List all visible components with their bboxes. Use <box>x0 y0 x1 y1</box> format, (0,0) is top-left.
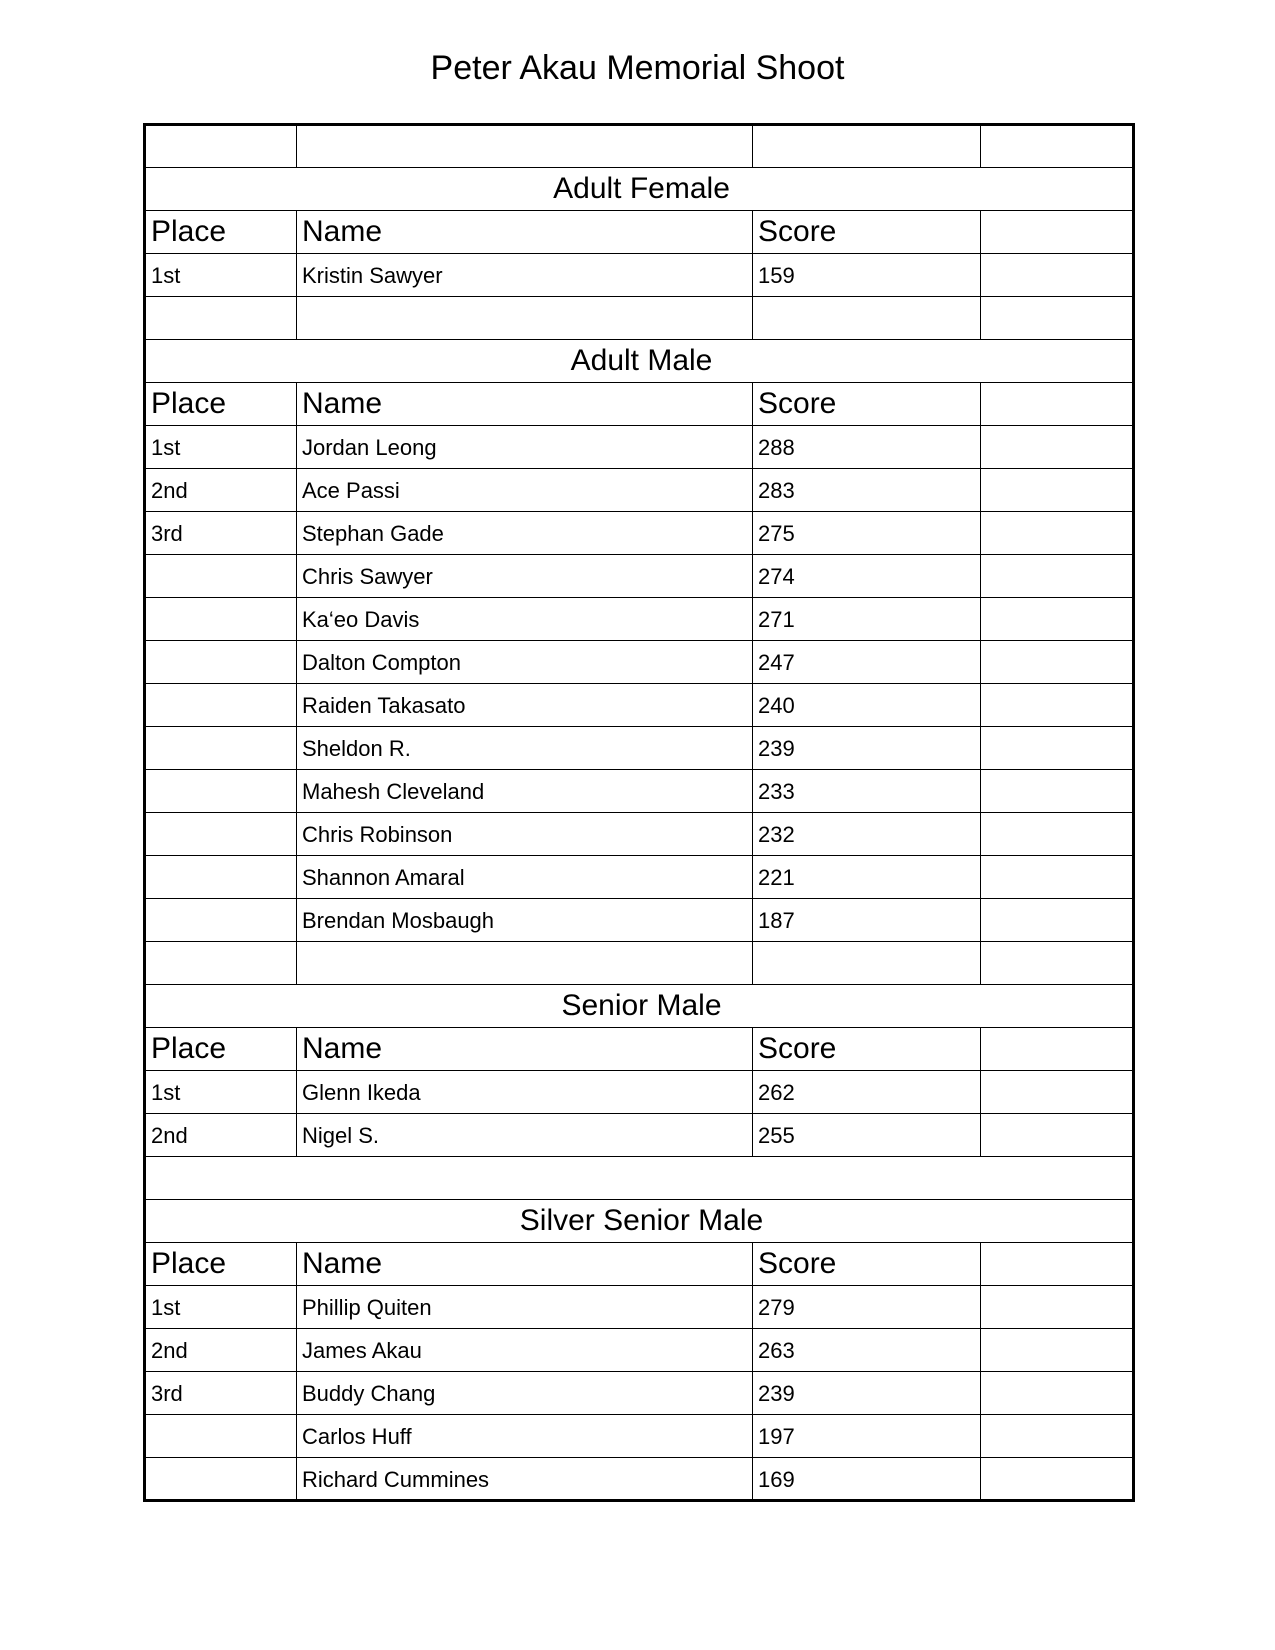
score-header: Score <box>753 211 981 254</box>
section-title-row <box>145 985 1134 1028</box>
column-header-row <box>145 1243 1134 1286</box>
empty-cell <box>981 512 1134 555</box>
place-cell: 1st <box>145 1071 297 1114</box>
empty-cell <box>981 727 1134 770</box>
results-table <box>143 123 1135 1502</box>
empty-cell <box>981 598 1134 641</box>
name-header: Name <box>297 1028 753 1071</box>
empty-cell <box>981 641 1134 684</box>
empty-cell <box>981 1028 1134 1071</box>
empty-cell <box>981 1372 1134 1415</box>
empty-cell <box>981 1286 1134 1329</box>
place-cell <box>145 1415 297 1458</box>
score-cell: 239 <box>753 1372 981 1415</box>
empty-cell <box>981 383 1134 426</box>
name-cell: Raiden Takasato <box>297 684 753 727</box>
name-cell: Sheldon R. <box>297 727 753 770</box>
result-row <box>145 770 1134 813</box>
name-cell: Kristin Sawyer <box>297 254 753 297</box>
score-cell: 187 <box>753 899 981 942</box>
score-header: Score <box>753 383 981 426</box>
score-header: Score <box>753 1243 981 1286</box>
result-row <box>145 684 1134 727</box>
name-cell: Richard Cummines <box>297 1458 753 1501</box>
place-header: Place <box>145 1243 297 1286</box>
place-header: Place <box>145 1028 297 1071</box>
score-cell: 233 <box>753 770 981 813</box>
name-cell: Mahesh Cleveland <box>297 770 753 813</box>
empty-row <box>145 125 1134 168</box>
name-cell: Chris Robinson <box>297 813 753 856</box>
name-cell: Ace Passi <box>297 469 753 512</box>
score-cell: 239 <box>753 727 981 770</box>
score-cell: 255 <box>753 1114 981 1157</box>
place-cell: 2nd <box>145 1329 297 1372</box>
empty-cell <box>981 254 1134 297</box>
result-row <box>145 813 1134 856</box>
score-header: Score <box>753 1028 981 1071</box>
place-cell <box>145 641 297 684</box>
empty-cell <box>981 684 1134 727</box>
name-cell: Stephan Gade <box>297 512 753 555</box>
result-row <box>145 641 1134 684</box>
column-header-row <box>145 1028 1134 1071</box>
score-cell: 159 <box>753 254 981 297</box>
score-cell: 288 <box>753 426 981 469</box>
empty-cell <box>981 469 1134 512</box>
score-cell: 240 <box>753 684 981 727</box>
section-title-row <box>145 168 1134 211</box>
score-cell: 283 <box>753 469 981 512</box>
name-cell: Brendan Mosbaugh <box>297 899 753 942</box>
place-cell: 2nd <box>145 1114 297 1157</box>
place-cell <box>145 770 297 813</box>
empty-cell <box>981 211 1134 254</box>
place-cell: 3rd <box>145 1372 297 1415</box>
place-cell <box>145 555 297 598</box>
empty-cell <box>981 1329 1134 1372</box>
result-row <box>145 555 1134 598</box>
score-cell: 263 <box>753 1329 981 1372</box>
name-cell: Buddy Chang <box>297 1372 753 1415</box>
result-row <box>145 1458 1134 1501</box>
empty-cell <box>981 1243 1134 1286</box>
section-title-row <box>145 1200 1134 1243</box>
name-cell: Shannon Amaral <box>297 856 753 899</box>
result-row <box>145 727 1134 770</box>
place-cell <box>145 598 297 641</box>
name-header: Name <box>297 1243 753 1286</box>
section-title: Adult Male <box>145 340 1134 383</box>
name-cell: Phillip Quiten <box>297 1286 753 1329</box>
score-cell: 197 <box>753 1415 981 1458</box>
empty-cell <box>981 1071 1134 1114</box>
empty-cell <box>981 1458 1134 1501</box>
result-row <box>145 856 1134 899</box>
name-cell: Carlos Huff <box>297 1415 753 1458</box>
result-row <box>145 1329 1134 1372</box>
result-row <box>145 1286 1134 1329</box>
score-cell: 274 <box>753 555 981 598</box>
place-cell <box>145 813 297 856</box>
result-row <box>145 469 1134 512</box>
result-row <box>145 598 1134 641</box>
result-row <box>145 1415 1134 1458</box>
empty-cell <box>981 426 1134 469</box>
empty-cell <box>981 1114 1134 1157</box>
place-header: Place <box>145 211 297 254</box>
place-cell: 1st <box>145 1286 297 1329</box>
name-cell: Glenn Ikeda <box>297 1071 753 1114</box>
empty-row <box>145 1157 1134 1200</box>
place-cell <box>145 727 297 770</box>
place-cell <box>145 1458 297 1501</box>
name-cell: Nigel S. <box>297 1114 753 1157</box>
place-cell: 3rd <box>145 512 297 555</box>
score-cell: 221 <box>753 856 981 899</box>
empty-cell <box>981 555 1134 598</box>
page-title: Peter Akau Memorial Shoot <box>430 49 845 87</box>
empty-cell <box>981 770 1134 813</box>
empty-cell <box>981 856 1134 899</box>
place-cell <box>145 899 297 942</box>
result-row <box>145 1372 1134 1415</box>
name-cell: Jordan Leong <box>297 426 753 469</box>
score-cell: 232 <box>753 813 981 856</box>
place-cell: 1st <box>145 426 297 469</box>
empty-cell <box>981 1415 1134 1458</box>
section-title-row <box>145 340 1134 383</box>
result-row <box>145 426 1134 469</box>
place-cell <box>145 684 297 727</box>
name-header: Name <box>297 211 753 254</box>
result-row <box>145 1114 1134 1157</box>
result-row <box>145 254 1134 297</box>
empty-row <box>145 942 1134 985</box>
place-cell: 2nd <box>145 469 297 512</box>
empty-row <box>145 297 1134 340</box>
score-cell: 279 <box>753 1286 981 1329</box>
name-cell: James Akau <box>297 1329 753 1372</box>
name-header: Name <box>297 383 753 426</box>
result-row <box>145 1071 1134 1114</box>
place-header: Place <box>145 383 297 426</box>
result-row <box>145 899 1134 942</box>
empty-cell <box>981 813 1134 856</box>
section-title: Adult Female <box>145 168 1134 211</box>
place-cell: 1st <box>145 254 297 297</box>
empty-cell <box>981 899 1134 942</box>
score-cell: 247 <box>753 641 981 684</box>
place-cell <box>145 856 297 899</box>
score-cell: 271 <box>753 598 981 641</box>
column-header-row <box>145 211 1134 254</box>
score-cell: 262 <box>753 1071 981 1114</box>
result-row <box>145 512 1134 555</box>
name-cell: Dalton Compton <box>297 641 753 684</box>
section-title: Senior Male <box>145 985 1134 1028</box>
column-header-row <box>145 383 1134 426</box>
name-cell: Ka‘eo Davis <box>297 598 753 641</box>
score-cell: 169 <box>753 1458 981 1501</box>
section-title: Silver Senior Male <box>145 1200 1134 1243</box>
name-cell: Chris Sawyer <box>297 555 753 598</box>
score-cell: 275 <box>753 512 981 555</box>
